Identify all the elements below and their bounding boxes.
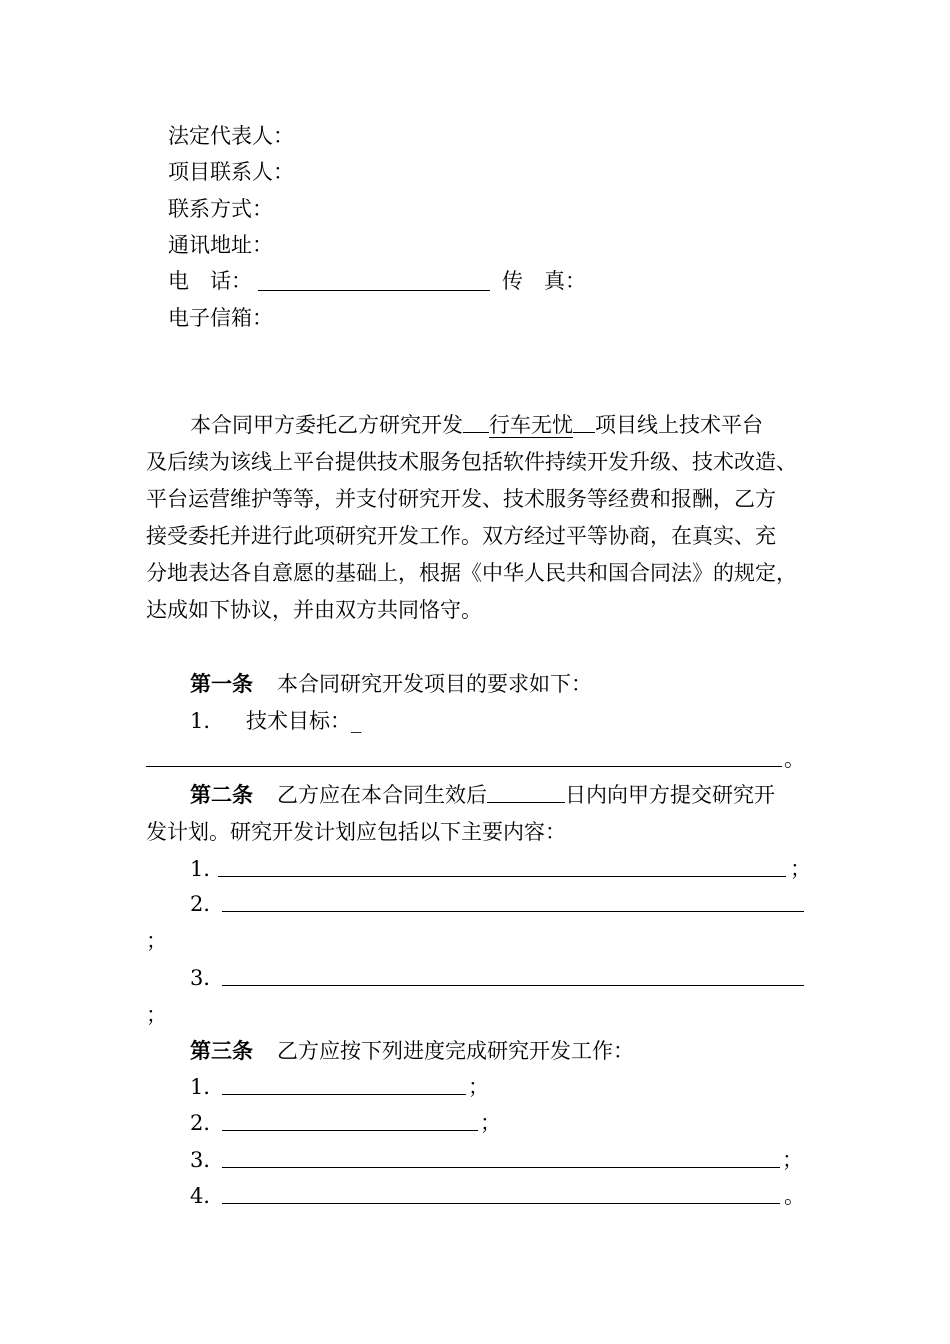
article-1-blank-line [146,766,782,767]
project-name: 行车无忧 [489,413,573,437]
article-2-item-num: 2． [190,892,225,916]
article-3-item-num: 2． [190,1111,225,1135]
project-name-pad-left [463,410,489,433]
contact-method-label: 联系方式： [168,197,273,221]
article-3-text: 乙方应按下列进度完成研究开发工作： [277,1039,634,1063]
article-2-item-blank-line [222,985,804,986]
article-2-item-blank-line [218,876,786,877]
preamble-text: 项目线上技术平台 [595,413,763,437]
preamble-line-1 [190,410,763,440]
preamble-text: 本合同甲方委托乙方研究开发 [190,413,463,437]
fax-label: 传 真： [502,269,586,293]
article-1-text: 本合同研究开发项目的要求如下： [277,672,592,696]
article-2-title: 第二条 [190,782,253,807]
article-3-item-blank-line [222,1130,478,1131]
article-3-item-num: 3． [190,1148,225,1172]
article-2-heading [190,780,775,810]
preamble-line-4: 接受委托并进行此项研究开发工作。双方经过平等协商，在真实、充 [146,524,776,548]
article-1-item-1-num: 1. [190,709,211,733]
preamble-line-5: 分地表达各自意愿的基础上，根据《中华人民共和国合同法》的规定， [146,561,797,585]
article-3-item-end: ； [468,1075,489,1099]
article-3-item-blank-line [222,1203,780,1204]
article-2-item-end: ； [146,1003,167,1027]
article-3-item-blank-line [222,1167,780,1168]
article-1-title: 第一条 [190,671,253,696]
article-2-item-blank-line [222,911,804,912]
article-3-item-num: 4． [190,1184,225,1208]
article-1-heading [190,669,592,699]
days-blank [487,780,565,803]
project-name-pad-right [573,410,595,433]
article-3-item-end: ； [782,1148,803,1172]
article-1-item-1-end: 。 [784,747,805,771]
article-3-item-num: 1． [190,1075,225,1099]
article-3-item-end: 。 [784,1184,805,1208]
article-3-heading [190,1036,634,1066]
article-2-text: 乙方应在本合同生效后 [277,783,487,807]
preamble-line-3: 平台运营维护等等，并支付研究开发、技术服务等经费和报酬，乙方 [146,487,776,511]
phone-label: 电 话： [168,269,252,293]
article-3-item-end: ； [480,1111,501,1135]
address-label: 通讯地址： [168,233,273,257]
project-contact-label: 项目联系人： [168,160,294,184]
article-2-item-num: 1． [190,857,225,881]
preamble-line-6: 达成如下协议，并由双方共同恪守。 [146,598,482,622]
preamble-line-2: 及后续为该线上平台提供技术服务包括软件持续开发升级、技术改造、 [146,450,797,474]
phone-blank-line [258,290,490,291]
legal-rep-label: 法定代表人： [168,124,294,148]
article-1-item-1-label: 技术目标：_ [246,709,362,733]
article-3-item-blank-line [222,1094,466,1095]
article-2-item-end: ； [146,929,167,953]
article-2-line-2: 发计划。研究开发计划应包括以下主要内容： [146,820,566,844]
article-2-text: 日内向甲方提交研究开 [565,783,775,807]
article-2-item-end: ； [790,857,811,881]
email-label: 电子信箱： [168,306,273,330]
article-3-title: 第三条 [190,1038,253,1063]
article-2-item-num: 3． [190,966,225,990]
